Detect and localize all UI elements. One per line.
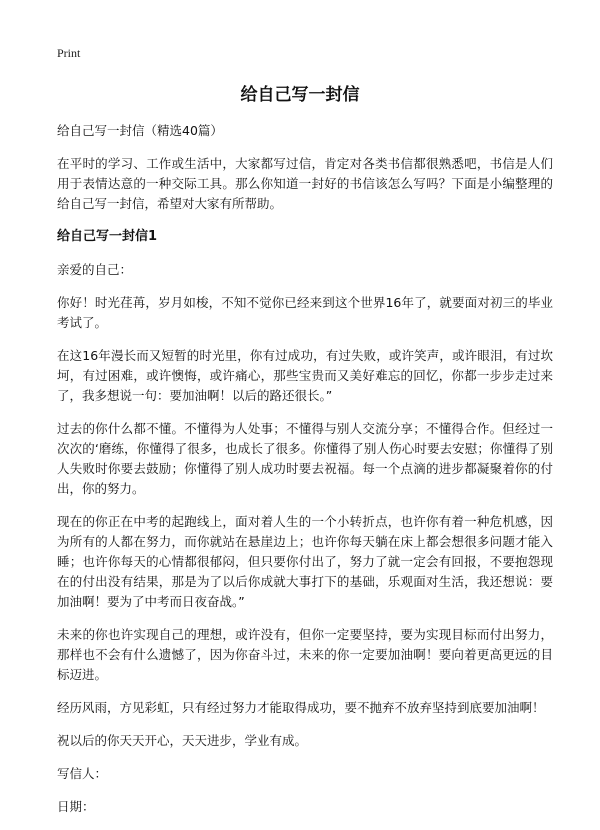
date-label: 日期：	[57, 799, 95, 814]
letter-paragraph: 现在的你正在中考的起跑线上，面对着人生的一个小转折点，也许你有着一种危机感，因为所有的人都在努力，而你就站在悬崖边上；也许你每天躺在床上都会想很多问题才能入睡；也许你每天的心情都很郁闷，但只要你付出了，努力了就一定会有回报，不要抱怨现在的付出没有结果，那是为了以后你成就大事打下的基础，乐观面对生活，我还想说：要加油啊！要为了中考而日夜奋战。”	[57, 514, 553, 609]
print-link[interactable]: Print	[57, 46, 81, 60]
letter-paragraph: 在这16年漫长而又短暂的时光里，你有过成功，有过失败，或许笑声，或许眼泪，有过坎坷，有过困难，或许懊悔，或许痛心，那些宝贵而又美好难忘的回忆，你都一步步走过来了，我多想说一句：要加油啊！以后的路还很长。”	[57, 348, 553, 403]
letter-greeting: 亲爱的自己：	[57, 262, 133, 277]
letter-paragraph: 你好！时光荏苒，岁月如梭，不知不觉你已经来到这个世界16年了，就要面对初三的毕业考试了。	[57, 295, 553, 330]
signature-label: 写信人：	[57, 766, 108, 781]
article-body	[57, 121, 553, 830]
letter-paragraph: 经历风雨，方见彩虹，只有经过努力才能取得成功，要不抛弃不放弃坚持到底要加油啊！	[57, 700, 545, 715]
letter-closing: 祝以后的你天天开心，天天进步，学业有成。	[57, 733, 308, 748]
page-title: 给自己写一封信	[240, 85, 360, 105]
letter-paragraph: 过去的你什么都不懂。不懂得为人处事；不懂得与别人交流分享；不懂得合作。但经过一次次的‘磨练，你懂得了很多，也成长了很多。你懂得了别人伤心时要去安慰；你懂得了别人失败时你要去鼓励；你懂得了别人成功时要去祝福。每一个点滴的进步都凝聚着你的付出，你的努力。	[57, 421, 553, 496]
section-heading: 给自己写一封信1	[57, 229, 158, 244]
letter-paragraph: 未来的你也许实现自己的理想，或许没有，但你一定要坚持，要为实现目标而付出努力，那样也不会有什么遗憾了，因为你奋斗过，未来的你一定要加油啊！要向着更高更远的目标迈进。	[57, 627, 553, 682]
article-subtitle: 给自己写一封信（精选40篇）	[57, 123, 223, 138]
intro-paragraph: 在平时的学习、工作或生活中，大家都写过信，肯定对各类书信都很熟悉吧，书信是人们用于表情达意的一种交际工具。那么你知道一封好的书信该怎么写吗？下面是小编整理的给自己写一封信，希望对大家有所帮助。	[57, 156, 553, 211]
